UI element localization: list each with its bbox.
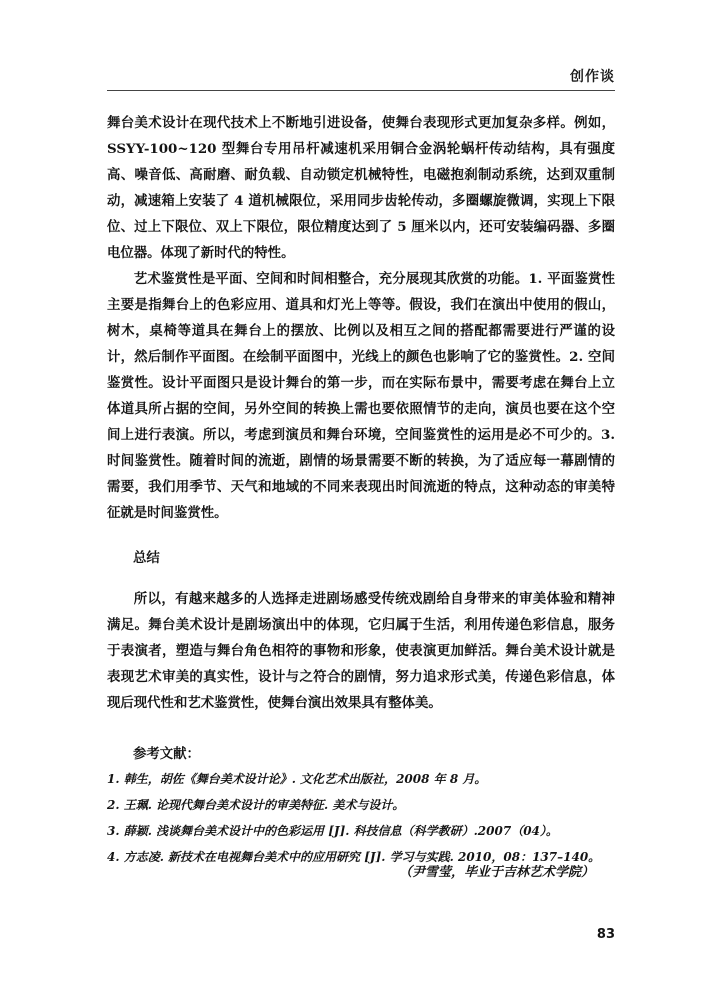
article-body: [107, 110, 615, 870]
reference-item-1: 1. 韩生，胡佐《舞台美术设计论》. 文化艺术出版社，2008 年 8 月。: [107, 772, 487, 786]
author-note: （尹雪莹，毕业于吉林艺术学院）: [398, 865, 594, 880]
page-number: 83: [596, 927, 615, 942]
reference-item-4: 4. 方志凌. 新技术在电视舞台美术中的应用研究 [J]. 学习与实践. 2010，08：137–140。: [107, 850, 601, 864]
reference-item-2: 2. 王珮. 论现代舞台美术设计的审美特征. 美术与设计。: [107, 798, 405, 812]
references: [107, 742, 615, 870]
body-paragraph-2: 艺术鉴赏性是平面、空间和时间相整合，充分展现其欣赏的功能。1. 平面鉴赏性主要是指舞台上的色彩应用、道具和灯光上等等。假设，我们在演出中使用的假山，树木，桌椅等道具在舞台上的摆放、比例以及相互之间的搭配都需要进行严谨的设计，然后制作平面图。在绘制平面图中，光线上的颜色也影响了它的鉴赏性。2. 空间鉴赏性。设计平面图只是设计舞台的第一步，而在实际布景中，需要考虑在舞台上立体道具所占据的空间，另外空间的转换上需也要依照情节的走向，演员也要在这个空间上进行表演。所以，考虑到演员和舞台环境，空间鉴赏性的运用是必不可少的。3. 时间鉴赏性。随着时间的流逝，剧情的场景需要不断的转换，为了适应每一幕剧情的需要，我们用季节、天气和地域的不同来表现出时间流逝的特点，这种动态的审美特征就是时间鉴赏性。: [107, 271, 615, 521]
summary-heading: 总结: [133, 551, 160, 566]
reference-item-3: 3. 薛颖. 浅谈舞台美术设计中的色彩运用 [J]. 科技信息（科学教研）.2007（04）。: [107, 824, 558, 838]
summary-paragraph: 所以，有越来越多的人选择走进剧场感受传统戏剧给自身带来的审美体验和精神满足。舞台美术设计是剧场演出中的体现，它归属于生活，利用传递色彩信息，服务于表演者，塑造与舞台角色相符的事物和形象，使表演更加鲜活。舞台美术设计就是表现艺术审美的真实性，设计与之符合的剧情，努力追求形式美，传递色彩信息，体现后现代性和艺术鉴赏性，使舞台演出效果具有整体美。: [107, 591, 615, 711]
section-label: 创作谈: [570, 69, 615, 85]
header-rule: [107, 90, 615, 91]
references-heading: 参考文献：: [133, 746, 200, 762]
body-paragraph-1: 舞台美术设计在现代技术上不断地引进设备，使舞台表现形式更加复杂多样。例如，SSYY-100~120 型舞台专用吊杆减速机采用铜合金涡轮蜗杆传动结构，具有强度高、噪音低、高耐磨、耐负载、自动锁定机械特性，电磁抱刹制动系统，达到双重制动，减速箱上安装了 4 道机械限位，采用同步齿轮传动，多圈螺旋微调，实现上下限位、过上下限位、双上下限位，限位精度达到了 5 厘米以内，还可安装编码器、多圈电位器。体现了新时代的特性。: [107, 115, 615, 261]
